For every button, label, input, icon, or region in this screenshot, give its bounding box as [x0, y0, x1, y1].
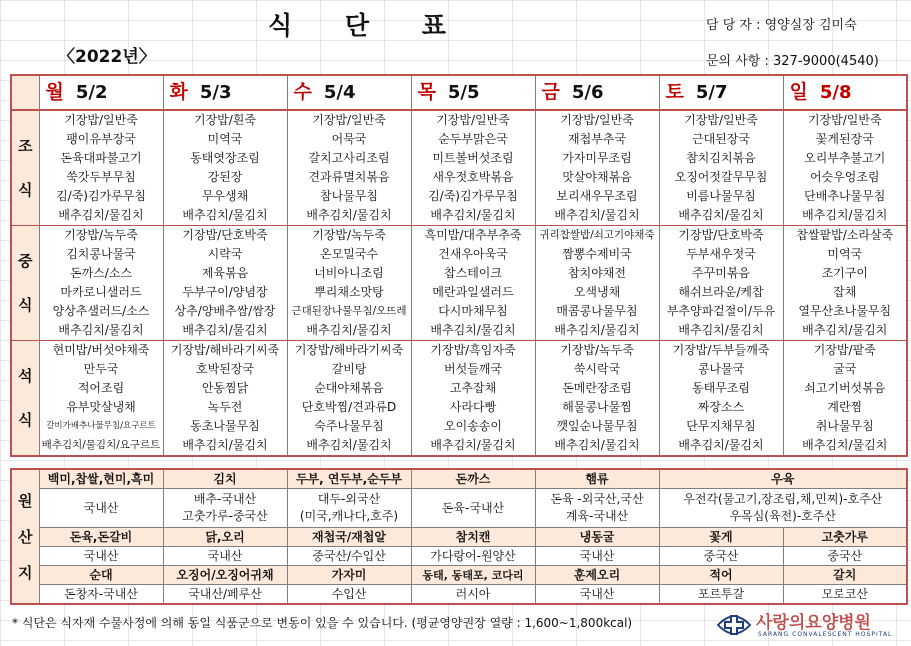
day-header [163, 75, 287, 110]
origin-value: 러시아 [411, 585, 535, 605]
menu-cell: 취나물무침 [783, 417, 907, 436]
menu-cell: 유부맛살냉채 [39, 398, 163, 417]
inquiry-info: 문의 사항 : 327-9000(4540) [706, 54, 879, 69]
menu-cell: 배추김치/물김치 [783, 206, 907, 226]
menu-cell: 동태엿장조림 [163, 149, 287, 168]
origin-header: 동태, 동태포, 코다리 [411, 566, 535, 585]
menu-cell: 기장밥/일반죽 [659, 110, 783, 130]
menu-row [11, 245, 907, 264]
origin-header: 돈육,돈갈비 [39, 528, 163, 547]
day-char: 수 [293, 81, 312, 103]
menu-cell: 돈육대파불고기 [39, 149, 163, 168]
menu-cell: 흑미밥/대추부추죽 [411, 226, 535, 246]
menu-cell: 녹두전 [163, 398, 287, 417]
menu-cell: 미역국 [783, 245, 907, 264]
menu-cell: 마카로니샐러드 [39, 283, 163, 302]
day-char: 토 [665, 81, 684, 103]
origin-value-line: 대두-외국산 [317, 492, 381, 506]
origin-header: 꽃게 [659, 528, 783, 547]
menu-cell: 다시마채무침 [411, 302, 535, 321]
origin-header-row [11, 566, 907, 585]
menu-cell: 새우젓호박볶음 [411, 168, 535, 187]
day-date: 5/6 [571, 82, 604, 103]
menu-cell: 순대야채볶음 [287, 379, 411, 398]
day-char: 목 [417, 81, 436, 103]
page-title: 식 단 표 [268, 11, 468, 40]
menu-cell: 부추양파겉절이/두유 [659, 302, 783, 321]
menu-cell: 만두국 [39, 360, 163, 379]
day-date: 5/3 [199, 82, 232, 103]
menu-cell: 미트볼버섯조림 [411, 149, 535, 168]
menu-cell: 호박된장국 [163, 360, 287, 379]
menu-cell: 쑥갓두부무침 [39, 168, 163, 187]
origin-header: 참치캔 [411, 528, 535, 547]
menu-cell: 오이송송이 [411, 417, 535, 436]
origin-value: 모로코산 [783, 585, 907, 605]
menu-row [11, 226, 907, 246]
origin-header: 적어 [659, 566, 783, 585]
menu-cell: 기장밥/일반죽 [39, 110, 163, 130]
menu-cell: 꽃게된장국 [783, 130, 907, 149]
origin-value-line: 배추-국내산 [193, 492, 257, 506]
menu-cell: 참치김치볶음 [659, 149, 783, 168]
day-date: 5/7 [695, 82, 728, 103]
menu-cell: 두부새우젓국 [659, 245, 783, 264]
menu-cell: 조기구이 [783, 264, 907, 283]
origin-value-row [11, 547, 907, 566]
menu-cell: 기장밥/일반죽 [535, 110, 659, 130]
menu-row [11, 110, 907, 130]
menu-table [10, 74, 908, 457]
origin-header-row [11, 469, 907, 489]
menu-cell: 계란찜 [783, 398, 907, 417]
menu-row [11, 168, 907, 187]
menu-cell: 건새우아욱국 [411, 245, 535, 264]
menu-cell: 갈비가배추나물무침/요구르트 [39, 417, 163, 436]
meal-label-bottom: 식 [18, 296, 33, 314]
menu-cell: 배추김치/물김치 [659, 321, 783, 341]
menu-cell: 쑥시락국 [535, 360, 659, 379]
origin-value: 국내산 [535, 547, 659, 566]
day-date: 5/2 [75, 82, 108, 103]
origin-header: 오징어/오징어귀채 [163, 566, 287, 585]
menu-cell: 배추김치/물김치 [287, 206, 411, 226]
menu-cell: 보리새우무조림 [535, 187, 659, 206]
origin-value [287, 489, 411, 528]
menu-row [11, 417, 907, 436]
meal-label-bottom: 식 [18, 411, 33, 429]
day-header [535, 75, 659, 110]
origin-value [659, 489, 907, 528]
origin-header: 두부, 연두부,순두부 [287, 469, 411, 489]
meal-label-top: 중 [18, 252, 33, 270]
origin-value-line: 고춧가루-중국산 [182, 509, 268, 523]
menu-row [11, 436, 907, 456]
menu-cell: 오리부추불고기 [783, 149, 907, 168]
origin-value [411, 489, 535, 528]
origin-label-char: 지 [18, 563, 33, 582]
origin-header: 갈치 [783, 566, 907, 585]
menu-cell: 어묵국 [287, 130, 411, 149]
menu-cell: 안동찜닭 [163, 379, 287, 398]
origin-label [11, 469, 39, 604]
menu-cell: 배추김치/물김치 [39, 206, 163, 226]
day-char: 화 [169, 81, 188, 103]
menu-cell: 근대된장나물무침/오뜨레 [287, 302, 411, 321]
menu-cell: 고추잡채 [411, 379, 535, 398]
menu-cell: 쇠고기버섯볶음 [783, 379, 907, 398]
origin-value [535, 489, 659, 528]
menu-cell: 기장밥/녹두죽 [287, 226, 411, 246]
menu-cell: 기장밥/일반죽 [287, 110, 411, 130]
origin-value-row [11, 585, 907, 605]
hospital-name: 사랑의요양병원 [756, 613, 871, 633]
origin-header: 우육 [659, 469, 907, 489]
menu-cell: 배추김치/물김치 [783, 436, 907, 456]
day-char: 일 [789, 81, 808, 103]
menu-cell: 짜장소스 [659, 398, 783, 417]
origin-value: 국내산 [535, 585, 659, 605]
corner-cell [11, 75, 39, 110]
menu-cell: 견과류멸치볶음 [287, 168, 411, 187]
menu-cell: 메란과일샐러드 [411, 283, 535, 302]
origin-header: 가자미 [287, 566, 411, 585]
origin-label-char: 원 [18, 491, 33, 510]
origin-header: 백미,찹쌀,현미,흑미 [39, 469, 163, 489]
menu-cell: 기장밥/흰죽 [163, 110, 287, 130]
day-header [287, 75, 411, 110]
menu-cell: 김/죽)김가루무침 [411, 187, 535, 206]
menu-cell: 기장밥/녹두죽 [39, 226, 163, 246]
menu-cell: 콩나물국 [659, 360, 783, 379]
origin-value: 국내산 [163, 547, 287, 566]
menu-cell: 귀리찹쌀밥/쇠고기야채죽 [535, 226, 659, 246]
meal-label [11, 341, 39, 457]
menu-cell: 배추김치/물김치/요구르트 [39, 436, 163, 456]
menu-cell: 기장밥/팥죽 [783, 341, 907, 361]
origin-value [163, 489, 287, 528]
menu-cell: 돈까스/소스 [39, 264, 163, 283]
year-label: 〈2022년〉 [58, 47, 156, 67]
menu-cell: 기장밥/일반죽 [783, 110, 907, 130]
menu-cell: 양상추샐러드/소스 [39, 302, 163, 321]
day-date: 5/4 [323, 82, 356, 103]
menu-cell: 기장밥/녹두죽 [535, 341, 659, 361]
origin-value: 수입산 [287, 585, 411, 605]
day-char: 월 [45, 81, 64, 103]
menu-row [11, 187, 907, 206]
menu-cell: 재첩부추국 [535, 130, 659, 149]
origin-value-line: 국내산 [83, 500, 119, 515]
menu-cell: 배추김치/물김치 [535, 436, 659, 456]
menu-cell: 순두부맑은국 [411, 130, 535, 149]
menu-cell: 강된장 [163, 168, 287, 187]
menu-cell: 배추김치/물김치 [783, 321, 907, 341]
origin-label-char: 산 [18, 527, 33, 546]
origin-value: 포르투갈 [659, 585, 783, 605]
menu-cell: 가자미무조림 [535, 149, 659, 168]
origin-value [39, 489, 163, 528]
menu-cell: 배추김치/물김치 [535, 206, 659, 226]
origin-value-line: (미국,캐나다,호주) [299, 509, 399, 523]
menu-cell: 현미밥/버섯야채죽 [39, 341, 163, 361]
menu-cell: 너비아니조림 [287, 264, 411, 283]
menu-cell: 단호박찜/견과류D [287, 398, 411, 417]
menu-row [11, 283, 907, 302]
menu-cell: 배추김치/물김치 [411, 206, 535, 226]
menu-cell: 참나물무침 [287, 187, 411, 206]
menu-row [11, 149, 907, 168]
menu-cell: 오색냉채 [535, 283, 659, 302]
origin-value-row [11, 489, 907, 528]
menu-cell: 굴국 [783, 360, 907, 379]
menu-row [11, 360, 907, 379]
menu-cell: 기장밥/흑임자죽 [411, 341, 535, 361]
footnote: * 식단은 식자재 수물사정에 의해 동일 식품군으로 변동이 있을 수 있습니다. (평균영양권장 열량 : 1,600~1,800kcal) [12, 616, 633, 630]
meal-label [11, 226, 39, 341]
menu-cell: 기장밥/해바라기씨죽 [287, 341, 411, 361]
hospital-logo [714, 608, 906, 644]
day-char: 금 [541, 81, 560, 103]
menu-cell: 주꾸미볶음 [659, 264, 783, 283]
menu-cell: 배추김치/물김치 [287, 321, 411, 341]
menu-cell: 배추김치/물김치 [163, 206, 287, 226]
menu-cell: 갈치고사리조림 [287, 149, 411, 168]
menu-cell: 짬뽕수제비국 [535, 245, 659, 264]
menu-cell: 기장밥/두부들깨죽 [659, 341, 783, 361]
origin-header: 냉동굴 [535, 528, 659, 547]
origin-value-line: 돈육-국내산 [441, 500, 505, 515]
origin-value: 중국산/수입산 [287, 547, 411, 566]
menu-cell: 찹쌀팥밥/소라살죽 [783, 226, 907, 246]
menu-cell: 동태무조림 [659, 379, 783, 398]
menu-cell: 단무지채무침 [659, 417, 783, 436]
menu-cell: 기장밥/단호박죽 [163, 226, 287, 246]
menu-cell: 맛살야채볶음 [535, 168, 659, 187]
meal-label [11, 110, 39, 226]
menu-cell: 김/죽)김가루무침 [39, 187, 163, 206]
menu-cell: 팽이유부장국 [39, 130, 163, 149]
menu-row [11, 321, 907, 341]
menu-cell: 기장밥/일반죽 [411, 110, 535, 130]
origin-header: 햄류 [535, 469, 659, 489]
manager-info: 담 당 자 : 영양실장 김미숙 [706, 18, 857, 33]
menu-cell: 두부구이/양념장 [163, 283, 287, 302]
origin-header: 돈까스 [411, 469, 535, 489]
menu-cell: 돈메란장조림 [535, 379, 659, 398]
day-header [659, 75, 783, 110]
menu-cell: 시락국 [163, 245, 287, 264]
origin-value: 돈창자-국내산 [39, 585, 163, 605]
menu-cell: 상추/양배추쌈/쌈장 [163, 302, 287, 321]
day-header [411, 75, 535, 110]
menu-cell: 제육볶음 [163, 264, 287, 283]
meal-label-bottom: 식 [18, 181, 33, 199]
menu-cell: 참치야채전 [535, 264, 659, 283]
menu-cell: 숙주나물무침 [287, 417, 411, 436]
origin-table [10, 468, 908, 605]
menu-cell: 뿌리채소맛탕 [287, 283, 411, 302]
meal-label-top: 석 [18, 367, 33, 385]
menu-cell: 무우생채 [163, 187, 287, 206]
origin-value-line: 우목심(육전)-호주산 [729, 509, 836, 523]
menu-cell: 배추김치/물김치 [659, 436, 783, 456]
origin-header: 재첩국/재첩알 [287, 528, 411, 547]
menu-row [11, 379, 907, 398]
menu-row [11, 302, 907, 321]
menu-cell: 사라다빵 [411, 398, 535, 417]
menu-cell: 해물콩나물찜 [535, 398, 659, 417]
origin-value-line: 계육-국내산 [565, 509, 629, 523]
menu-cell: 배추김치/물김치 [535, 321, 659, 341]
menu-cell: 깻잎순나물무침 [535, 417, 659, 436]
menu-cell: 배추김치/물김치 [287, 436, 411, 456]
origin-header: 김치 [163, 469, 287, 489]
menu-cell: 근대된장국 [659, 130, 783, 149]
menu-cell: 김치콩나물국 [39, 245, 163, 264]
menu-cell: 버섯들깨국 [411, 360, 535, 379]
menu-cell: 배추김치/물김치 [659, 206, 783, 226]
menu-row [11, 206, 907, 226]
origin-header: 순대 [39, 566, 163, 585]
menu-cell: 잡채 [783, 283, 907, 302]
menu-row [11, 264, 907, 283]
menu-cell: 배추김치/물김치 [39, 321, 163, 341]
meal-label-top: 조 [18, 137, 33, 155]
menu-cell: 어슷우엉조림 [783, 168, 907, 187]
day-date: 5/5 [447, 82, 480, 103]
menu-cell: 배추김치/물김치 [411, 436, 535, 456]
origin-header: 고춧가루 [783, 528, 907, 547]
origin-value: 국내산/페루산 [163, 585, 287, 605]
origin-value-line: 돈육 -외국산,국산 [550, 492, 644, 506]
hospital-subtitle: SARANG CONVALESCENT HOSPITAL [758, 631, 893, 638]
menu-cell: 기장밥/해바라기씨죽 [163, 341, 287, 361]
menu-cell: 해쉬브라운/케찹 [659, 283, 783, 302]
menu-cell: 적어조림 [39, 379, 163, 398]
origin-header: 훈제오리 [535, 566, 659, 585]
menu-cell: 비름나물무침 [659, 187, 783, 206]
menu-row [11, 130, 907, 149]
menu-row [11, 341, 907, 361]
origin-value: 가다랑어-원양산 [411, 547, 535, 566]
origin-value-line: 우전각(물고기,장조림,채,민찌)-호주산 [683, 492, 883, 506]
menu-cell: 기장밥/단호박죽 [659, 226, 783, 246]
menu-cell: 배추김치/물김치 [163, 321, 287, 341]
menu-cell: 갈비탕 [287, 360, 411, 379]
origin-value: 국내산 [39, 547, 163, 566]
menu-cell: 동초나물무침 [163, 417, 287, 436]
origin-header-row [11, 528, 907, 547]
origin-value: 중국산 [659, 547, 783, 566]
menu-cell: 온모밀국수 [287, 245, 411, 264]
menu-cell: 단배추나물무침 [783, 187, 907, 206]
menu-row [11, 398, 907, 417]
hospital-cross-icon [714, 608, 754, 642]
day-header [783, 75, 907, 110]
menu-cell: 매콤콩나물무침 [535, 302, 659, 321]
menu-cell: 배추김치/물김치 [163, 436, 287, 456]
origin-value: 중국산 [783, 547, 907, 566]
origin-header: 닭,오리 [163, 528, 287, 547]
day-date: 5/8 [819, 82, 852, 103]
menu-cell: 미역국 [163, 130, 287, 149]
menu-cell: 열무산초나물무침 [783, 302, 907, 321]
menu-cell: 찹스테이크 [411, 264, 535, 283]
menu-cell: 오징어젓갈무무침 [659, 168, 783, 187]
day-header-row [11, 75, 907, 110]
menu-cell: 배추김치/물김치 [411, 321, 535, 341]
day-header [39, 75, 163, 110]
